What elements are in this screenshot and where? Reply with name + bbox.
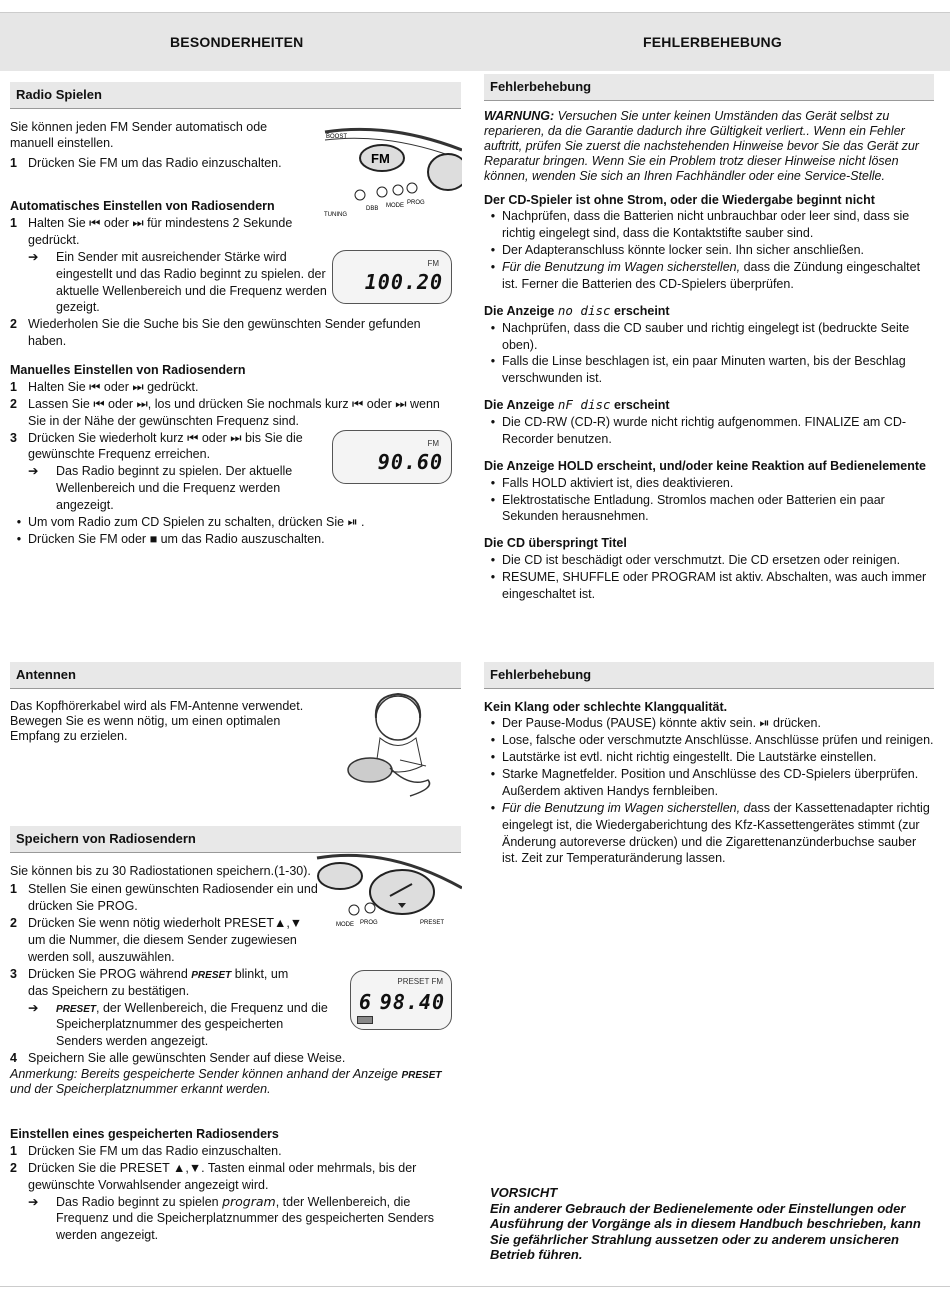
radio-intro: Sie können jeden FM Sender automatisch ode manuell einstellen.: [10, 119, 268, 151]
problem-hold-bullet-2: • Elektrostatische Entladung. Stromlos machen oder Batterien ein paar Sekunden herausnehmen.: [490, 492, 885, 524]
radio-step-1: 1 Drücken Sie FM um das Radio einzuschalten.: [10, 156, 282, 171]
recall-step-1: 1 Drücken Sie FM um das Radio einzuschalten.: [10, 1143, 282, 1158]
problem-skips-bullet-1: • Die CD ist beschädigt oder verschmutzt. Die CD ersetzen oder reinigen.: [490, 553, 901, 568]
no-sound-bullet-1: • Der Pause-Modus (PAUSE) könnte aktiv sein. ⏯ drücken.: [490, 716, 821, 731]
problem-no-power-bullet-3: • Für die Benutzung im Wagen sicherstellen, dass die Zündung eingeschaltet ist. Ferner die Batterien des CD-Spielers überprüfen.: [490, 260, 921, 291]
caution-title: VORSICHT: [490, 1185, 558, 1200]
no-sound-title: Kein Klang oder schlechte Klangqualität.: [484, 699, 728, 714]
battery-icon: [357, 1016, 373, 1024]
store-arrow-note: ➔ PRESET, der Wellenbereich, die Frequenz und die Speicherplatznummer des gespeicherten Senders werden angezeigt.: [28, 1000, 328, 1049]
store-step-1: 1 Stellen Sie einen gewünschten Radiosender ein und drücken Sie PROG.: [10, 882, 318, 914]
auto-step-2: 2 Wiederholen Sie die Suche bis Sie den gewünschten Sender gefunden haben.: [10, 317, 421, 349]
warning-paragraph: WARNUNG: Versuchen Sie unter keinen Umständen das Gerät selbst zu reparieren, da die Garantie dadurch ihre Gültigkeit verliert.. Wenn ein Fehler auftritt, prüfen Sie zuerst die nachstehenden Hinweise bevor Sie das Gerät zur Reparatur bringen. Wenn Sie ein Problem trotz dieser Hinweise nicht lösen können, wenden Sie sich an Ihren Fachhändler oder eine Service-Stelle.: [484, 108, 919, 183]
caution-text: Ein anderer Gebrauch der Bedienelemente oder Einstellungen oder Ausführung der Vorgänge als in diesem Handbuch beschrieben, kann Sie gefährlicher Strahlung aussetzen oder zu anderem unsicheren Betrieb führen.: [490, 1200, 921, 1263]
lcd-display-fm-1: FM 100.20: [332, 250, 452, 304]
manual-arrow-note: ➔ Das Radio beginnt zu spielen. Der aktuelle Wellenbereich und die Frequenz werden angezeigt.: [28, 464, 293, 513]
caution-box: [490, 1185, 930, 1263]
section-heading-troubleshooting-2: Fehlerbehebung: [484, 662, 934, 689]
lcd-display-preset: PRESET FM 6 98.40: [350, 970, 452, 1030]
problem-no-power-title: Der CD-Spieler ist ohne Strom, oder die Wiedergabe beginnt nicht: [484, 192, 875, 207]
problem-no-power-bullet-1: • Nachprüfen, dass die Batterien nicht unbrauchbar oder leer sind, dass sie richtig eingelegt sind, dass die Kontaktstifte sauber sind.: [490, 209, 910, 241]
store-step-3: 3 Drücken Sie PROG während PRESET blinkt, um das Speichern zu bestätigen.: [10, 966, 289, 998]
recall-arrow-note: ➔ Das Radio beginnt zu spielen program, tder Wellenbereich, die Frequenz und die Speicherplatznummer des gespeicherten Senders werden angezeigt.: [28, 1193, 435, 1243]
problem-no-power-bullet-2: • Der Adapteranschluss könnte locker sein. Ihn sicher anschließen.: [490, 243, 864, 258]
svg-text:PROG: PROG: [360, 920, 378, 926]
manual-step-3: 3 Drücken Sie wiederholt kurz ⏮ oder ⏭ bis Sie die gewünschte Frequenz erreichen.: [10, 430, 303, 462]
svg-text:PRESET: PRESET: [420, 920, 445, 926]
svg-text:BOOST: BOOST: [326, 134, 348, 140]
problem-nf-disc-bullet-1: • Die CD-RW (CD-R) wurde nicht richtig aufgenommen. FINALIZE am CD-Recorder benutzen.: [490, 415, 907, 446]
problem-hold-bullet-1: • Falls HOLD aktiviert ist, dies deaktivieren.: [490, 475, 734, 490]
svg-text:MODE: MODE: [336, 922, 354, 928]
antenna-text: Das Kopfhörerkabel wird als FM-Antenne verwendet. Bewegen Sie es wenn nötig, um einen optimalen Empfang zu erzielen.: [10, 698, 304, 743]
left-page-title: BESONDERHEITEN: [170, 34, 304, 50]
problem-no-disc-title: Die Anzeige no disc erscheint: [484, 302, 670, 318]
store-note: Anmerkung: Bereits gespeicherte Sender können anhand der Anzeige PRESET und der Speicherplatznummer erkannt werden.: [10, 1067, 442, 1097]
svg-text:DBB: DBB: [366, 206, 379, 212]
auto-tuning-title: Automatisches Einstellen von Radiosendern: [10, 199, 275, 214]
auto-step-1: 1 Halten Sie ⏮ oder ⏭ für mindestens 2 Sekunde gedrückt.: [10, 216, 293, 247]
manual-step-1: 1 Halten Sie ⏮ oder ⏭ gedrückt.: [10, 379, 199, 394]
radio-bullet-2: • Drücken Sie FM oder ■ um das Radio auszuschalten.: [16, 531, 325, 546]
troubleshooting-section-2: [484, 662, 934, 867]
store-step-4: 4 Speichern Sie alle gewünschten Sender auf diese Weise.: [10, 1051, 346, 1066]
svg-text:FM: FM: [371, 151, 390, 166]
problem-no-disc-bullet-2: • Falls die Linse beschlagen ist, ein paar Minuten warten, bis der Beschlag verschwunden ist.: [490, 354, 906, 386]
device-preset-illustration: [312, 848, 462, 940]
no-sound-bullet-2: • Lose, falsche oder verschmutzte Anschlüsse. Anschlüsse prüfen und reinigen.: [490, 733, 934, 748]
section-heading-troubleshooting-1: Fehlerbehebung: [484, 74, 934, 101]
device-controls-illustration: [320, 120, 462, 220]
svg-text:PROG: PROG: [407, 200, 425, 206]
problem-hold-title: Die Anzeige HOLD erscheint, und/oder keine Reaktion auf Bedienelemente: [484, 458, 926, 473]
problem-skips-bullet-2: • RESUME, SHUFFLE oder PROGRAM ist aktiv. Abschalten, was auch immer eingeschaltet ist.: [490, 570, 927, 601]
recall-title: Einstellen eines gespeicherten Radiosenders: [10, 1127, 279, 1141]
svg-text:TUNING: TUNING: [324, 212, 347, 218]
manual-tuning-title: Manuelles Einstellen von Radiosendern: [10, 363, 246, 378]
radio-bullet-1: • Um vom Radio zum CD Spielen zu schalten, drücken Sie ⏯ .: [16, 514, 365, 529]
no-sound-bullet-3: • Lautstärke ist evtl. nicht richtig eingestellt. Die Lautstärke einstellen.: [490, 750, 877, 765]
headphone-antenna-illustration: [340, 688, 440, 803]
section-heading-radio: Radio Spielen: [10, 82, 461, 109]
no-sound-bullet-5: • Für die Benutzung im Wagen sicherstellen, dass der Kassettenadapter richtig eingelegt ist, die Wiedergaberichtung des Kfz-Kassettengerätes stimmt (zur Änderung autoreverse drücken) und die Zigarettenanzünderbuchse sauber ist. Zeit zur Temperaturänderung lassen.: [490, 800, 930, 866]
troubleshooting-section-1: [484, 74, 934, 603]
auto-arrow-note: ➔ Ein Sender mit ausreichender Stärke wird eingestellt und das Radio beginnt zu spielen. der aktuelle Wellenbereich und die Frequenz werden gezeigt.: [28, 249, 327, 315]
recall-section: [10, 1126, 461, 1244]
manual-step-2: 2 Lassen Sie ⏮ oder ⏭, los und drücken Sie nochmals kurz ⏮ oder ⏭ wenn Sie in der Nähe der gewünschten Frequenz sind.: [10, 396, 440, 428]
header-band: [0, 12, 950, 71]
lcd-display-fm-2: FM 90.60: [332, 430, 452, 484]
recall-step-2: 2 Drücken Sie die PRESET ▲,▼. Tasten einmal oder mehrmals, bis der gewünschte Vorwahlsender angezeigt wird.: [10, 1160, 417, 1192]
bottom-rule: [0, 1286, 950, 1287]
right-page-title: FEHLERBEHEBUNG: [643, 34, 782, 50]
problem-skips-title: Die CD überspringt Titel: [484, 536, 627, 551]
svg-text:MODE: MODE: [386, 203, 404, 209]
no-sound-bullet-4: • Starke Magnetfelder. Position und Anschlüsse des CD-Spielers überprüfen. Außerdem aktiven Handys fernbleiben.: [490, 767, 919, 798]
store-intro: Sie können bis zu 30 Radiostationen speichern.(1-30).: [10, 863, 311, 878]
section-heading-antenna: Antennen: [10, 662, 461, 689]
problem-no-disc-bullet-1: • Nachprüfen, dass die CD sauber und richtig eingelegt ist (bedruckte Seite oben).: [490, 320, 910, 352]
section-heading-store: Speichern von Radiosendern: [10, 826, 461, 853]
store-step-2: 2 Drücken Sie wenn nötig wiederholt PRESET▲,▼ um die Nummer, die diesem Sender zugewiesen werden soll, auszuwählen.: [10, 916, 303, 964]
problem-nf-disc-title: Die Anzeige nF disc erscheint: [484, 397, 670, 413]
